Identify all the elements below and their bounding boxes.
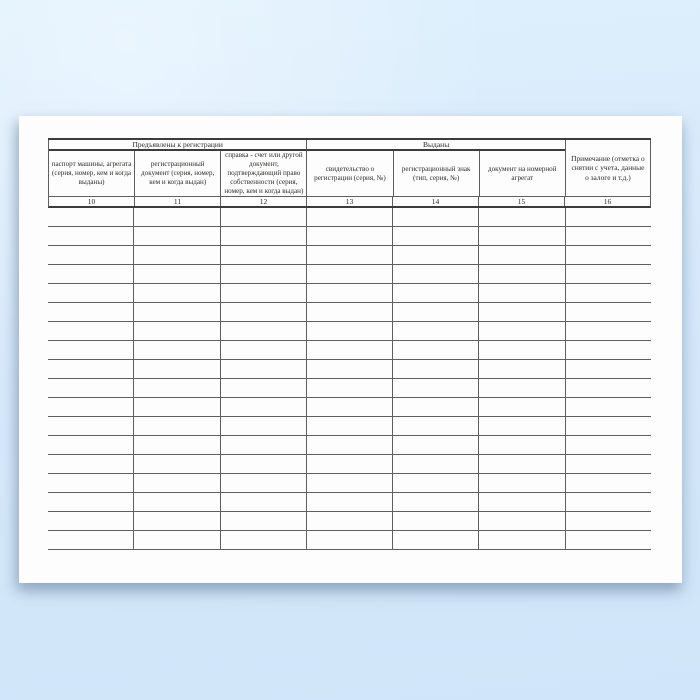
table-cell-empty bbox=[478, 512, 564, 530]
table-cell-empty bbox=[392, 303, 478, 321]
table-cell-empty bbox=[392, 360, 478, 378]
table-cell-empty bbox=[220, 474, 306, 492]
table-cell-empty bbox=[220, 322, 306, 340]
table-cell-empty bbox=[48, 436, 133, 454]
table-cell-empty bbox=[133, 531, 219, 549]
table-cell-empty bbox=[392, 455, 478, 473]
table-row bbox=[48, 284, 651, 303]
table-cell-empty bbox=[133, 493, 219, 511]
table-cell-empty bbox=[478, 265, 564, 283]
table-cell-empty bbox=[392, 341, 478, 359]
table-cell-empty bbox=[565, 531, 651, 549]
column-number-16: 16 bbox=[564, 197, 650, 206]
table-cell-empty bbox=[392, 493, 478, 511]
table-row bbox=[48, 436, 651, 455]
table-cell-empty bbox=[48, 303, 133, 321]
table-cell-empty bbox=[48, 208, 133, 226]
table-cell-empty bbox=[565, 246, 651, 264]
table-cell-empty bbox=[48, 455, 133, 473]
table-row bbox=[48, 417, 651, 436]
column-numbers-row bbox=[48, 197, 651, 208]
table-cell-empty bbox=[478, 341, 564, 359]
table-row bbox=[48, 341, 651, 360]
table-cell-empty bbox=[478, 284, 564, 302]
table-cell-empty bbox=[565, 265, 651, 283]
table-cell-empty bbox=[306, 398, 392, 416]
column-number-15: 15 bbox=[478, 197, 564, 206]
table-cell-empty bbox=[220, 398, 306, 416]
table-cell-empty bbox=[392, 417, 478, 435]
column-header-15: документ на номерной агрегат bbox=[479, 151, 565, 196]
table-header-left bbox=[48, 140, 565, 196]
table-cell-empty bbox=[478, 379, 564, 397]
column-header-12: справка - счет или другой документ, подтверждающий право собственности (серия, номер, кем и когда выдан) bbox=[220, 151, 306, 196]
table-cell-empty bbox=[478, 227, 564, 245]
table-cell-empty bbox=[220, 531, 306, 549]
table-cell-empty bbox=[478, 246, 564, 264]
table-cell-empty bbox=[133, 246, 219, 264]
table-cell-empty bbox=[565, 322, 651, 340]
table-cell-empty bbox=[392, 531, 478, 549]
table-cell-empty bbox=[220, 284, 306, 302]
table-cell-empty bbox=[565, 360, 651, 378]
table-cell-empty bbox=[48, 398, 133, 416]
table-row bbox=[48, 474, 651, 493]
table-cell-empty bbox=[306, 417, 392, 435]
table-row bbox=[48, 398, 651, 417]
column-header-11: регистрационный документ (серия, номер, кем и когда выдан) bbox=[134, 151, 220, 196]
table-cell-empty bbox=[48, 493, 133, 511]
table-row bbox=[48, 246, 651, 265]
table-cell-empty bbox=[133, 322, 219, 340]
table-cell-empty bbox=[478, 417, 564, 435]
table-cell-empty bbox=[220, 265, 306, 283]
table-cell-empty bbox=[392, 227, 478, 245]
table-cell-empty bbox=[48, 322, 133, 340]
table-cell-empty bbox=[306, 284, 392, 302]
table-cell-empty bbox=[478, 398, 564, 416]
column-header-13: свидетельство о регистрации (серия, №) bbox=[306, 151, 392, 196]
column-header-10: паспорт машины, агрегата (серия, номер, кем и когда выданы) bbox=[51, 160, 132, 186]
table-cell-empty bbox=[565, 227, 651, 245]
table-cell-empty bbox=[478, 493, 564, 511]
table-body bbox=[48, 208, 651, 550]
table-cell-empty bbox=[133, 341, 219, 359]
table-cell-empty bbox=[220, 227, 306, 245]
table-cell-empty bbox=[306, 436, 392, 454]
table-cell-empty bbox=[220, 512, 306, 530]
table-cell-empty bbox=[392, 322, 478, 340]
table-cell-empty bbox=[133, 208, 219, 226]
table-cell-empty bbox=[306, 246, 392, 264]
table-cell-empty bbox=[220, 360, 306, 378]
table-cell-empty bbox=[392, 379, 478, 397]
table-cell-empty bbox=[565, 379, 651, 397]
table-cell-empty bbox=[306, 512, 392, 530]
table-cell-empty bbox=[306, 303, 392, 321]
table-cell-empty bbox=[133, 360, 219, 378]
table-cell-empty bbox=[565, 474, 651, 492]
table-cell-empty bbox=[133, 417, 219, 435]
table-cell-empty bbox=[133, 512, 219, 530]
table-cell-empty bbox=[392, 436, 478, 454]
table-cell-empty bbox=[48, 265, 133, 283]
column-number-11: 11 bbox=[134, 197, 220, 206]
table-cell-empty bbox=[565, 341, 651, 359]
table-cell-empty bbox=[306, 208, 392, 226]
table-cell-empty bbox=[48, 417, 133, 435]
table-cell-empty bbox=[306, 341, 392, 359]
registration-journal-table bbox=[48, 138, 651, 550]
table-cell-empty bbox=[48, 512, 133, 530]
table-row bbox=[48, 360, 651, 379]
table-cell-empty bbox=[392, 208, 478, 226]
table-cell-empty bbox=[565, 417, 651, 435]
column-headers-row bbox=[49, 151, 565, 196]
table-cell-empty bbox=[565, 208, 651, 226]
table-cell-empty bbox=[478, 208, 564, 226]
table-cell-empty bbox=[220, 303, 306, 321]
table-cell-empty bbox=[133, 284, 219, 302]
group-header-presented-for-registration: Предъявлены к регистрации bbox=[49, 140, 307, 151]
table-cell-empty bbox=[306, 360, 392, 378]
table-cell-empty bbox=[565, 512, 651, 530]
table-cell-empty bbox=[392, 512, 478, 530]
table-cell-empty bbox=[565, 436, 651, 454]
table-cell-empty bbox=[220, 246, 306, 264]
table-row bbox=[48, 455, 651, 474]
table-cell-empty bbox=[48, 474, 133, 492]
table-cell-empty bbox=[48, 531, 133, 549]
table-cell-empty bbox=[133, 436, 219, 454]
group-header-row bbox=[49, 140, 565, 151]
table-cell-empty bbox=[306, 322, 392, 340]
table-header bbox=[48, 138, 651, 197]
table-cell-empty bbox=[392, 398, 478, 416]
table-cell-empty bbox=[220, 417, 306, 435]
column-header-14: регистрационный знак (тип, серия, №) bbox=[393, 151, 479, 196]
table-row bbox=[48, 379, 651, 398]
table-cell-empty bbox=[478, 303, 564, 321]
table-cell-empty bbox=[565, 303, 651, 321]
table-row bbox=[48, 265, 651, 284]
table-cell-empty bbox=[392, 265, 478, 283]
table-cell-empty bbox=[220, 208, 306, 226]
table-cell-empty bbox=[306, 265, 392, 283]
table-row bbox=[48, 512, 651, 531]
table-cell-empty bbox=[133, 303, 219, 321]
table-cell-empty bbox=[565, 455, 651, 473]
table-cell-empty bbox=[133, 379, 219, 397]
table-cell-empty bbox=[48, 246, 133, 264]
table-cell-empty bbox=[48, 284, 133, 302]
table-cell-empty bbox=[133, 227, 219, 245]
table-row bbox=[48, 493, 651, 512]
table-cell-empty bbox=[133, 265, 219, 283]
column-header-16: Примечание (отметка о снятии с учета, данные о залоге и т.д.) bbox=[565, 140, 651, 196]
column-number-13: 13 bbox=[306, 197, 392, 206]
table-row bbox=[48, 303, 651, 322]
table-cell-empty bbox=[306, 455, 392, 473]
table-cell-empty bbox=[392, 474, 478, 492]
table-row bbox=[48, 531, 651, 550]
table-cell-empty bbox=[478, 455, 564, 473]
table-cell-empty bbox=[306, 474, 392, 492]
table-cell-empty bbox=[48, 360, 133, 378]
column-number-10: 10 bbox=[87, 196, 96, 206]
table-cell-empty bbox=[306, 379, 392, 397]
table-cell-empty bbox=[220, 455, 306, 473]
table-row bbox=[48, 208, 651, 227]
table-cell-empty bbox=[392, 284, 478, 302]
table-cell-empty bbox=[306, 531, 392, 549]
table-cell-empty bbox=[306, 227, 392, 245]
table-cell-empty bbox=[133, 455, 219, 473]
table-cell-empty bbox=[306, 493, 392, 511]
table-cell-empty bbox=[478, 531, 564, 549]
table-cell-empty bbox=[48, 379, 133, 397]
table-cell-empty bbox=[478, 322, 564, 340]
table-cell-empty bbox=[478, 436, 564, 454]
table-cell-empty bbox=[133, 398, 219, 416]
table-cell-empty bbox=[220, 493, 306, 511]
column-number-14: 14 bbox=[392, 197, 478, 206]
table-cell-empty bbox=[220, 341, 306, 359]
table-cell-empty bbox=[48, 227, 133, 245]
column-number-12: 12 bbox=[220, 197, 306, 206]
table-cell-empty bbox=[48, 341, 133, 359]
table-cell-empty bbox=[133, 474, 219, 492]
table-cell-empty bbox=[565, 284, 651, 302]
table-cell-empty bbox=[478, 360, 564, 378]
table-cell-empty bbox=[478, 474, 564, 492]
table-cell-empty bbox=[565, 398, 651, 416]
table-cell-empty bbox=[220, 379, 306, 397]
table-cell-empty bbox=[220, 436, 306, 454]
table-cell-empty bbox=[392, 246, 478, 264]
document-page bbox=[19, 116, 682, 583]
group-header-issued: Выданы bbox=[307, 140, 564, 151]
table-row bbox=[48, 322, 651, 341]
table-cell-empty bbox=[565, 493, 651, 511]
table-row bbox=[48, 227, 651, 246]
